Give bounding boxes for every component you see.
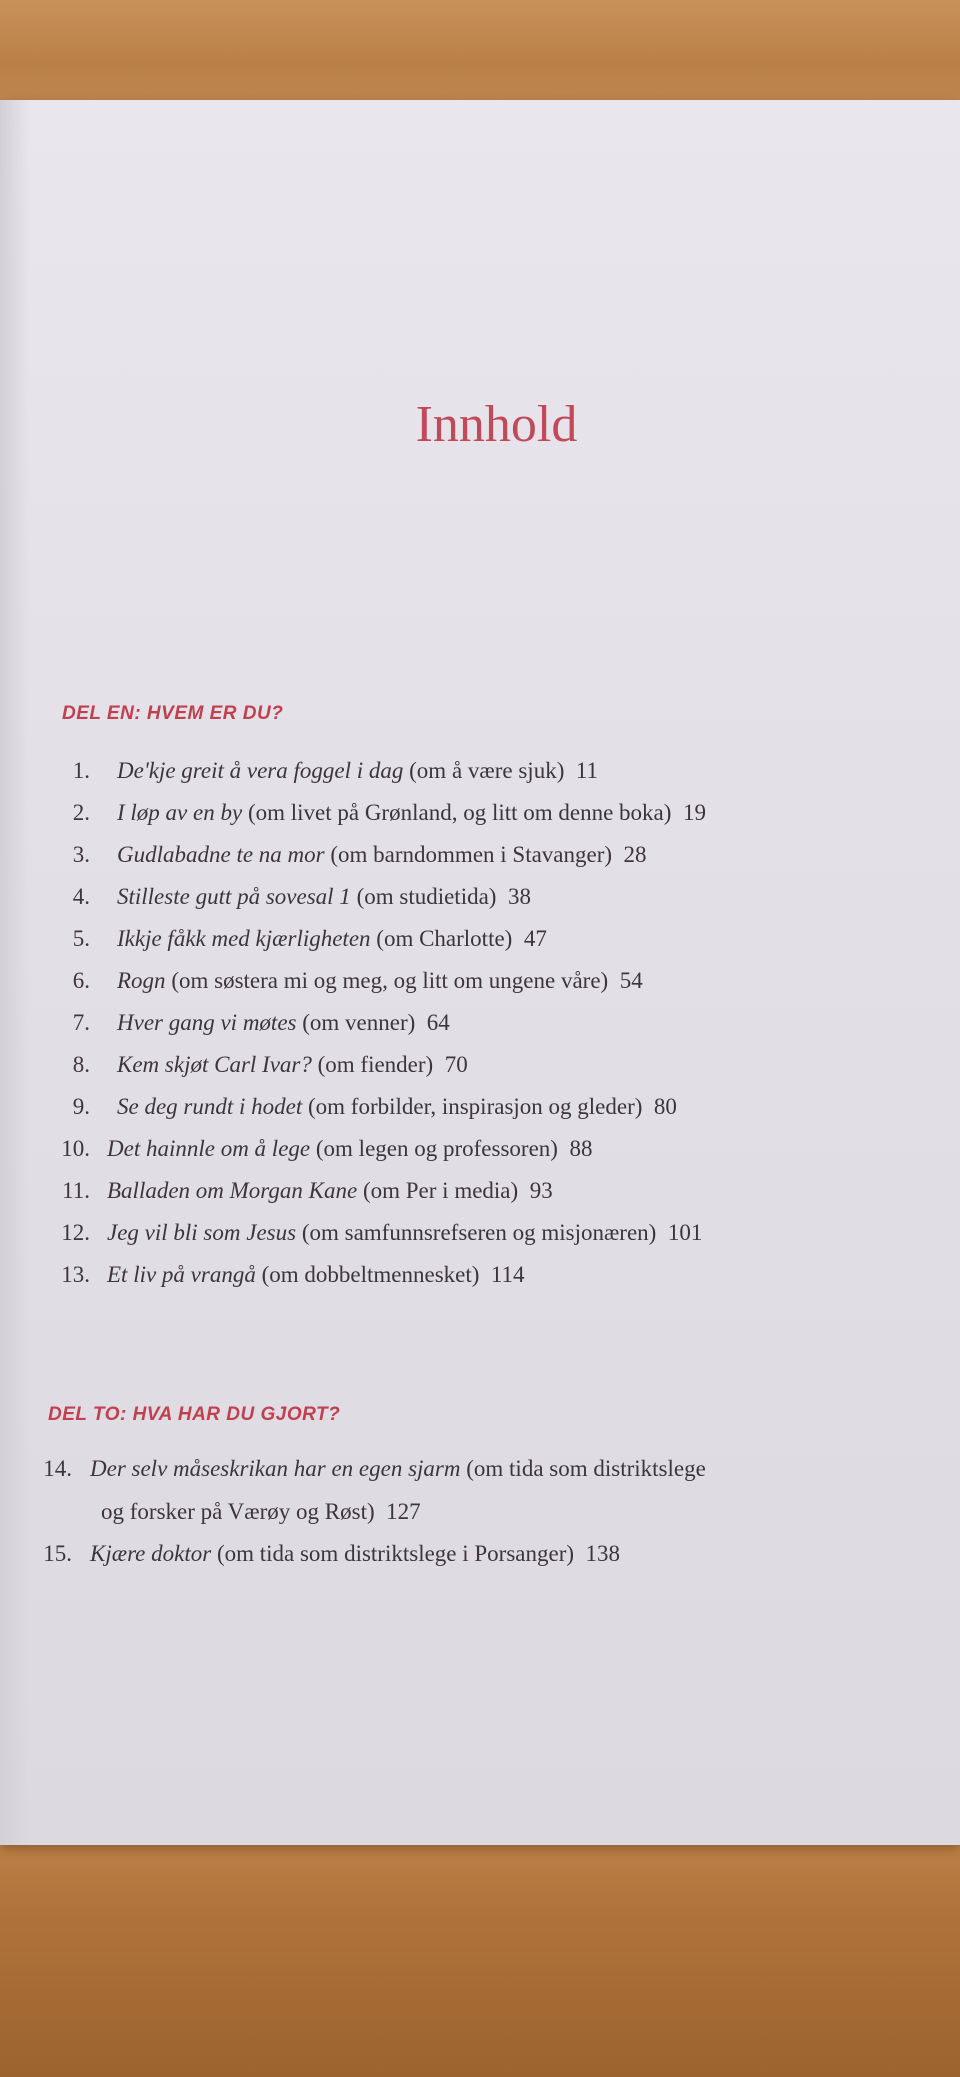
toc-entry-subtitle-cont: og forsker på Værøy og Røst) — [101, 1499, 375, 1524]
toc-entry-number: 2. — [72, 800, 90, 825]
toc-entry-subtitle: (om dobbeltmennesket) — [261, 1262, 480, 1287]
toc-entry-number: 12. — [61, 1220, 90, 1245]
toc-entry-number: 10. — [61, 1136, 90, 1161]
toc-entry-page: 80 — [653, 1094, 677, 1119]
toc-entry-subtitle: (om livet på Grønland, og litt om denne boka) — [247, 800, 672, 825]
toc-entry-title: Rogn — [117, 968, 166, 993]
toc-entry-subtitle: (om venner) — [302, 1010, 416, 1035]
toc-entry-title: Stilleste gutt på sovesal 1 — [117, 884, 351, 909]
toc-entry-page: 38 — [507, 884, 531, 909]
toc-entry-page: 93 — [529, 1178, 553, 1203]
toc-entry-subtitle: (om Charlotte) — [376, 926, 513, 951]
page-edge-shadow — [0, 100, 30, 1845]
toc-entry-title: Kem skjøt Carl Ivar? — [117, 1052, 312, 1077]
toc-entry-subtitle: (om legen og professoren) — [315, 1136, 558, 1161]
toc-entry-subtitle: (om forbilder, inspirasjon og gleder) — [308, 1094, 643, 1119]
toc-entry-number: 14. — [43, 1456, 72, 1481]
toc-entry-page: 101 — [667, 1220, 703, 1245]
toc-entry-title: Jeg vil bli som Jesus — [107, 1220, 297, 1245]
toc-entry-page: 114 — [490, 1262, 525, 1287]
toc-entry-title: Det hainnle om å lege — [107, 1136, 311, 1161]
toc-entry-title: Der selv måseskrikan har en egen sjarm — [90, 1456, 461, 1481]
toc-entry-title: Et liv på vrangå — [107, 1262, 256, 1287]
toc-entry-subtitle: (om samfunnsrefseren og misjonæren) — [301, 1220, 657, 1245]
toc-entry-number: 15. — [43, 1541, 72, 1566]
section-heading-del-en: DEL EN: HVEM ER DU? — [62, 703, 284, 724]
toc-entry-title: De'kje greit å vera foggel i dag — [117, 758, 404, 783]
toc-entry-page: 47 — [523, 926, 547, 951]
toc-entry-page: 11 — [575, 758, 599, 783]
toc-entry-page: 28 — [623, 842, 647, 867]
toc-entry-subtitle: (om studietida) — [356, 884, 497, 909]
toc-entry-number: 3. — [72, 842, 90, 867]
toc-entry-subtitle: (om søstera mi og meg, og litt om ungene våre) — [171, 968, 609, 993]
toc-entry-title: I løp av en by — [117, 800, 243, 825]
toc-entry-page: 127 — [386, 1499, 421, 1524]
toc-entry-title: Gudlabadne te na mor — [117, 842, 325, 867]
toc-entry-title: Ikkje fåkk med kjærligheten — [117, 926, 371, 951]
toc-entry-page: 70 — [444, 1052, 468, 1077]
toc-entry-number: 1. — [72, 758, 90, 783]
toc-entry-title: Hver gang vi møtes — [117, 1010, 297, 1035]
toc-entry-subtitle: (om fiender) — [317, 1052, 434, 1077]
toc-entry-page: 88 — [569, 1136, 593, 1161]
toc-entry-subtitle: (om å være sjuk) — [409, 758, 565, 783]
toc-entry-subtitle: (om tida som distriktslege — [466, 1456, 706, 1481]
toc-entry-number: 11. — [62, 1178, 90, 1203]
page-title: Innhold — [415, 396, 578, 453]
toc-entry-number: 8. — [72, 1052, 90, 1077]
toc-entry-subtitle: (om barndommen i Stavanger) — [330, 842, 613, 867]
toc-entry-number: 4. — [72, 884, 90, 909]
toc-entry-number: 13. — [61, 1262, 90, 1287]
toc-entry-number: 6. — [72, 968, 90, 993]
toc-entry-page: 54 — [619, 968, 643, 993]
toc-entry-page: 138 — [585, 1541, 621, 1566]
toc-entry-title: Kjære doktor — [90, 1541, 212, 1566]
section-heading-del-to: DEL TO: HVA HAR DU GJORT? — [48, 1404, 341, 1425]
toc-entry-number: 5. — [72, 926, 90, 951]
toc-entry-page: 64 — [426, 1010, 450, 1035]
toc-entry-title: Se deg rundt i hodet — [117, 1094, 303, 1119]
toc-entry-number: 9. — [72, 1094, 90, 1119]
toc-entry-page: 19 — [682, 800, 706, 825]
toc-entry-subtitle: (om Per i media) — [362, 1178, 519, 1203]
toc-entry-title: Balladen om Morgan Kane — [107, 1178, 358, 1203]
toc-entry-number: 7. — [72, 1010, 90, 1035]
toc-entry-subtitle: (om tida som distriktslege i Porsanger) — [216, 1541, 575, 1566]
